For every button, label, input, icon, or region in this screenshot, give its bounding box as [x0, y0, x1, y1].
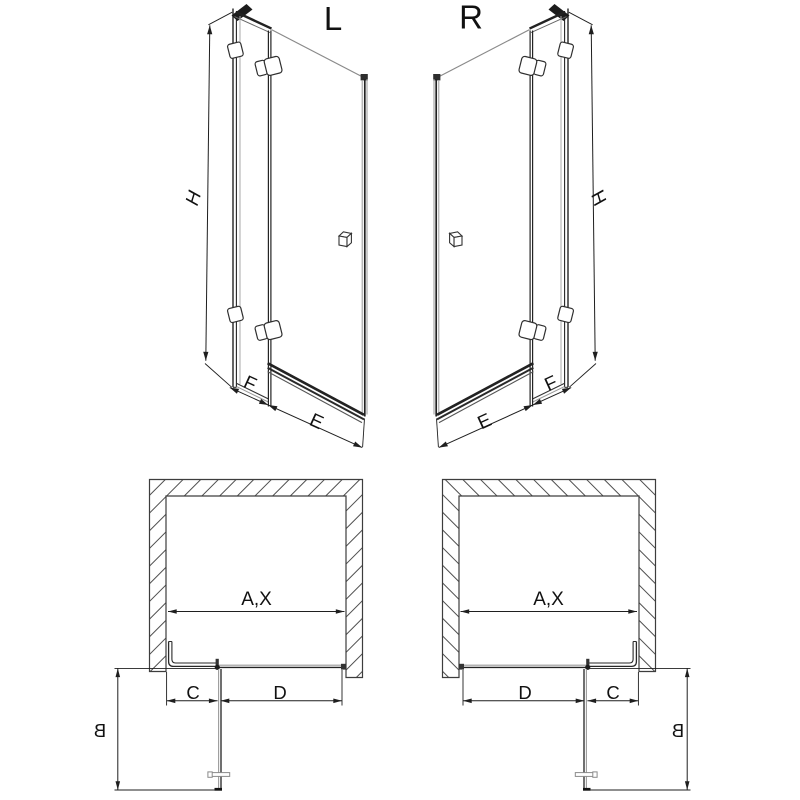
variant-label-right: R	[459, 0, 483, 36]
plan-view-right	[443, 480, 691, 791]
height-label-left: H	[182, 186, 206, 211]
hinge-segment-label-left: C	[186, 682, 200, 703]
projection-label-left: B	[93, 720, 107, 741]
height-label-right: H	[586, 186, 610, 211]
door-width-label-right: E	[474, 409, 495, 435]
projection-label-right: B	[671, 720, 685, 741]
fixed-width-label-right: F	[541, 372, 561, 396]
fixed-width-label-left: F	[240, 372, 260, 396]
door-segment-label-left: D	[273, 682, 287, 703]
door-segment-label-right: D	[518, 682, 532, 703]
front-view-right	[433, 4, 598, 448]
opening-label-left: A,X	[241, 589, 272, 610]
front-view-left	[203, 4, 368, 448]
variant-label-left: L	[323, 0, 343, 37]
door-width-label-left: E	[306, 409, 327, 435]
hinge-segment-label-right: C	[606, 682, 620, 703]
opening-label-right: A,X	[533, 589, 564, 610]
plan-view-left	[115, 480, 363, 791]
